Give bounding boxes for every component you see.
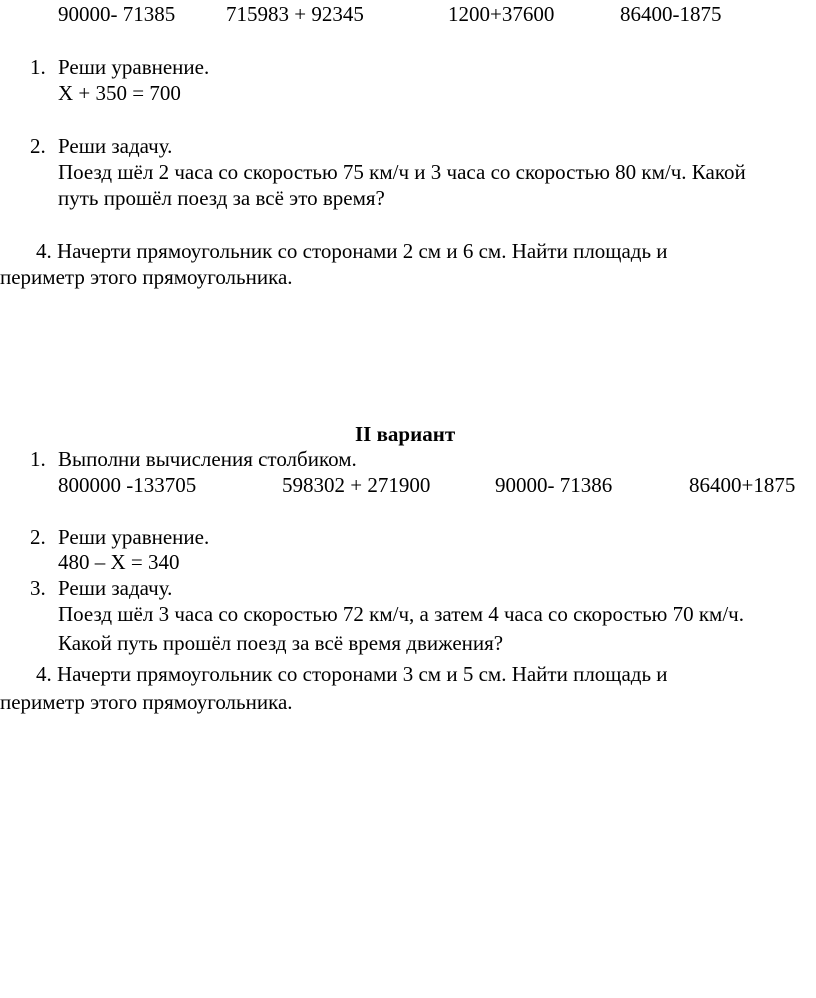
calc-expression: 90000- 71385 xyxy=(58,2,176,26)
task-text-line: периметр этого прямоугольника. xyxy=(0,690,293,714)
calc-expression: 598302 + 271900 xyxy=(282,473,431,497)
equation: 480 – Х = 340 xyxy=(58,550,180,574)
task-text-line: Поезд шёл 3 часа со скоростью 72 км/ч, а затем 4 часа со скоростью 70 км/ч. xyxy=(58,602,744,626)
calc-expression: 800000 -133705 xyxy=(58,473,197,497)
calc-expression: 715983 + 92345 xyxy=(226,2,364,26)
task-number: 1. xyxy=(30,55,46,79)
task-text-line: 4. Начерти прямоугольник со сторонами 3 см и 5 см. Найти площадь и xyxy=(36,662,668,686)
calc-expression: 86400-1875 xyxy=(620,2,722,26)
task-title: Выполни вычисления столбиком. xyxy=(58,447,357,471)
task-title: Реши задачу. xyxy=(58,134,173,158)
calc-expression: 1200+37600 xyxy=(448,2,555,26)
task-number: 3. xyxy=(30,576,46,600)
task-text-line: 4. Начерти прямоугольник со сторонами 2 см и 6 см. Найти площадь и xyxy=(36,239,668,263)
task-text-line: путь прошёл поезд за всё это время? xyxy=(58,186,385,210)
task-title: Реши уравнение. xyxy=(58,55,210,79)
calc-expression: 86400+1875 xyxy=(689,473,796,497)
equation: Х + 350 = 700 xyxy=(58,81,181,105)
task-title: Реши уравнение. xyxy=(58,525,210,549)
calc-expression: 90000- 71386 xyxy=(495,473,613,497)
task-title: Реши задачу. xyxy=(58,576,173,600)
task-text-line: периметр этого прямоугольника. xyxy=(0,265,293,289)
task-number: 1. xyxy=(30,447,46,471)
variant-heading: II вариант xyxy=(355,422,456,446)
task-number: 2. xyxy=(30,134,46,158)
task-text-line: Какой путь прошёл поезд за всё время движения? xyxy=(58,631,504,655)
task-text-line: Поезд шёл 2 часа со скоростью 75 км/ч и 3 часа со скоростью 80 км/ч. Какой xyxy=(58,160,746,184)
task-number: 2. xyxy=(30,525,46,549)
